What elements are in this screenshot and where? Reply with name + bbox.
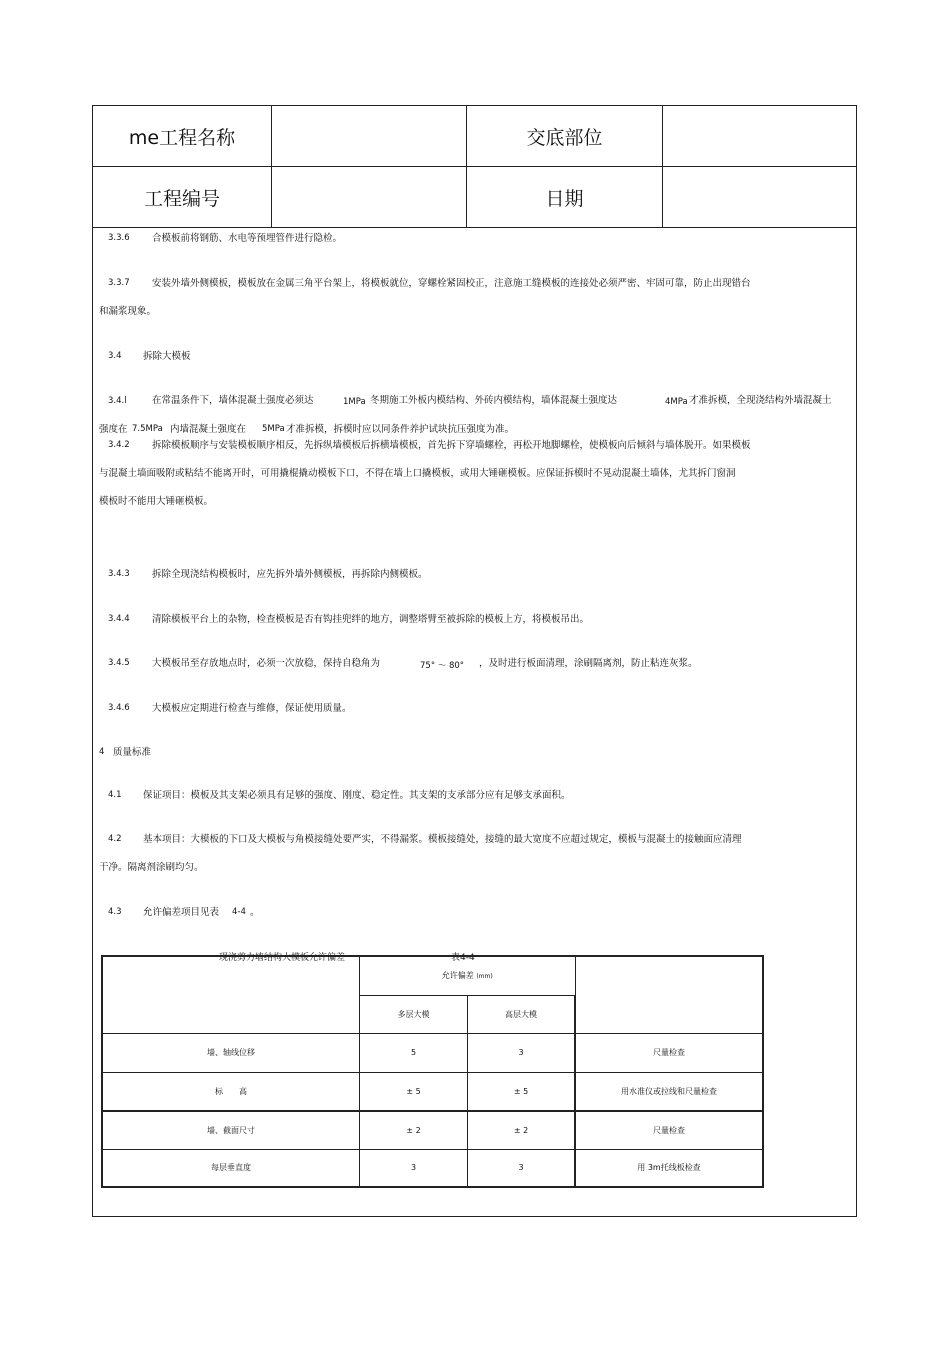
para-number: 3.4.2 bbox=[108, 440, 130, 450]
location-label: 交底部位 bbox=[467, 106, 663, 167]
para-number: 3.3.6 bbox=[108, 233, 130, 243]
para-number: 4.3 bbox=[108, 907, 122, 917]
method-cell: 用 3m托线板检查 bbox=[575, 1149, 763, 1187]
table-row bbox=[102, 1111, 763, 1149]
para-text: 大模板应定期进行检查与维修，保证使用质量。 bbox=[152, 703, 352, 714]
high-cell: ± 2 bbox=[468, 1111, 576, 1149]
para-number: 3.4.l bbox=[108, 396, 127, 406]
para-text: 基本项目：大模板的下口及大模板与角模接缝处要严实，不得漏浆。模板接缝处，接缝的最大宽度不应超过规定，模板与混凝土的接触面应清理 bbox=[143, 834, 742, 845]
tolerance-label: 允许偏差 bbox=[441, 971, 474, 981]
para-text: 允许偏差项目见表 bbox=[143, 907, 220, 918]
table-row bbox=[102, 1033, 763, 1072]
para-number: 3.4.3 bbox=[108, 569, 130, 579]
para-text: 在常温条件下，墙体混凝土强度必须达 bbox=[152, 395, 314, 406]
para-number: 4.1 bbox=[108, 790, 122, 800]
item-cell: 标 高 bbox=[102, 1072, 360, 1111]
para-text: 冬期施工外板内模结构、外砖内模结构，墙体混凝土强度达 bbox=[370, 395, 618, 406]
para-text: 才准拆模，全现浇结构外墙混凝土 bbox=[689, 395, 832, 406]
item-cell: 每层垂直度 bbox=[102, 1149, 360, 1187]
para-text: 干净。隔离剂涂刷均匀。 bbox=[99, 862, 204, 873]
high-cell: 3 bbox=[468, 1149, 576, 1187]
date-label: 日期 bbox=[467, 167, 663, 228]
item-cell: 墙、截面尺寸 bbox=[102, 1111, 360, 1149]
item-cell: 墙、轴线位移 bbox=[102, 1033, 360, 1072]
section-title: 质量标准 bbox=[113, 747, 152, 758]
value-text: 7.5MPa bbox=[132, 424, 163, 434]
value-text: 75° ～ 80° bbox=[420, 661, 465, 671]
multi-cell: ± 2 bbox=[360, 1111, 468, 1149]
para-text: 合模板前将钢筋、水电等预埋管件进行隐检。 bbox=[152, 233, 343, 244]
tolerance-table bbox=[101, 955, 764, 1188]
high-header: 高层大模 bbox=[468, 995, 576, 1033]
para-number: 4.2 bbox=[108, 834, 122, 844]
para-text: 和漏浆现象。 bbox=[99, 306, 157, 317]
value-text: 1MPa bbox=[343, 397, 366, 407]
section-number: 4 bbox=[99, 747, 105, 757]
multi-cell: 5 bbox=[360, 1033, 468, 1072]
location-value bbox=[663, 106, 857, 167]
table-corner bbox=[102, 956, 360, 1033]
para-text: 拆除模板顺序与安装模板顺序相反，先拆纵墙模板后拆横墙模板，首先拆下穿墙螺栓，再松开地脚螺栓，使模板向后倾斜与墙体脱开。如果模板 bbox=[152, 440, 751, 451]
para-text: 才准拆模，拆模时应以同条件养护试块抗压强度为准。 bbox=[286, 424, 515, 435]
para-number: 3.3.7 bbox=[108, 278, 130, 288]
header-table bbox=[92, 105, 857, 228]
tolerance-header bbox=[360, 956, 576, 995]
table-row bbox=[102, 1149, 763, 1187]
para-text: 内墙混凝土强度在 bbox=[170, 424, 247, 435]
para-text: 。 bbox=[250, 907, 260, 918]
para-text: 与混凝土墙面吸附或粘结不能离开时，可用撬棍撬动模板下口，不得在墙上口撬模板，或用大锤砸模板。应保证拆模时不晃动混凝土墙体，尤其拆门窗洞 bbox=[99, 468, 736, 479]
project-no-label: 工程编号 bbox=[93, 167, 272, 228]
table-row bbox=[102, 1072, 763, 1111]
multi-cell: ± 5 bbox=[360, 1072, 468, 1111]
project-no-value bbox=[272, 167, 467, 228]
para-text: 大模板吊至存放地点时，必须一次放稳，保持自稳角为 bbox=[152, 658, 381, 669]
multi-cell: 3 bbox=[360, 1149, 468, 1187]
value-text: 4-4 bbox=[232, 907, 246, 917]
table-caption: 现浇剪力墙结构大模板允许偏差 bbox=[219, 953, 346, 963]
date-value bbox=[663, 167, 857, 228]
para-text: 模板时不能用大锤砸模板。 bbox=[99, 496, 214, 507]
para-text: 保证项目：模板及其支架必须具有足够的强度、刚度、稳定性。其支架的支承部分应有足够支承面积。 bbox=[143, 790, 571, 801]
para-number: 3.4.4 bbox=[108, 614, 130, 624]
high-cell: 3 bbox=[468, 1033, 576, 1072]
para-text: 清除模板平台上的杂物，检查模板是否有钩挂兜绊的地方，调整塔臂至被拆除的模板上方，将模板吊出。 bbox=[152, 614, 590, 625]
high-cell: ± 5 bbox=[468, 1072, 576, 1111]
value-text: 4MPa bbox=[665, 397, 688, 407]
project-name-value bbox=[272, 106, 467, 167]
para-text: 拆除全现浇结构模板时，应先拆外墙外侧模板，再拆除内侧模板。 bbox=[152, 569, 428, 580]
tolerance-unit: (mm) bbox=[476, 973, 493, 981]
method-cell: 尺量检查 bbox=[575, 1033, 763, 1072]
section-title: 拆除大模板 bbox=[143, 351, 191, 362]
para-number: 3.4.6 bbox=[108, 703, 130, 713]
para-text: ，及时进行板面清理，涂刷隔离剂，防止粘连灰浆。 bbox=[479, 658, 698, 669]
method-cell: 尺量检查 bbox=[575, 1111, 763, 1149]
value-text: 5MPa bbox=[262, 424, 285, 434]
table-number: 表4-4 bbox=[451, 953, 475, 963]
method-cell: 用水准仪或拉线和尺量检查 bbox=[575, 1072, 763, 1111]
para-text: 强度在 bbox=[99, 424, 128, 435]
section-number: 3.4 bbox=[108, 351, 122, 361]
method-header bbox=[575, 956, 763, 1033]
para-text: 安装外墙外侧模板，模板放在金属三角平台架上，将模板就位，穿螺栓紧固校正，注意施工缝模板的连接处必须严密、牢固可靠，防止出现错台 bbox=[152, 278, 751, 289]
project-name-label: me工程名称 bbox=[93, 106, 272, 167]
para-number: 3.4.5 bbox=[108, 658, 130, 668]
multi-header: 多层大模 bbox=[360, 995, 468, 1033]
